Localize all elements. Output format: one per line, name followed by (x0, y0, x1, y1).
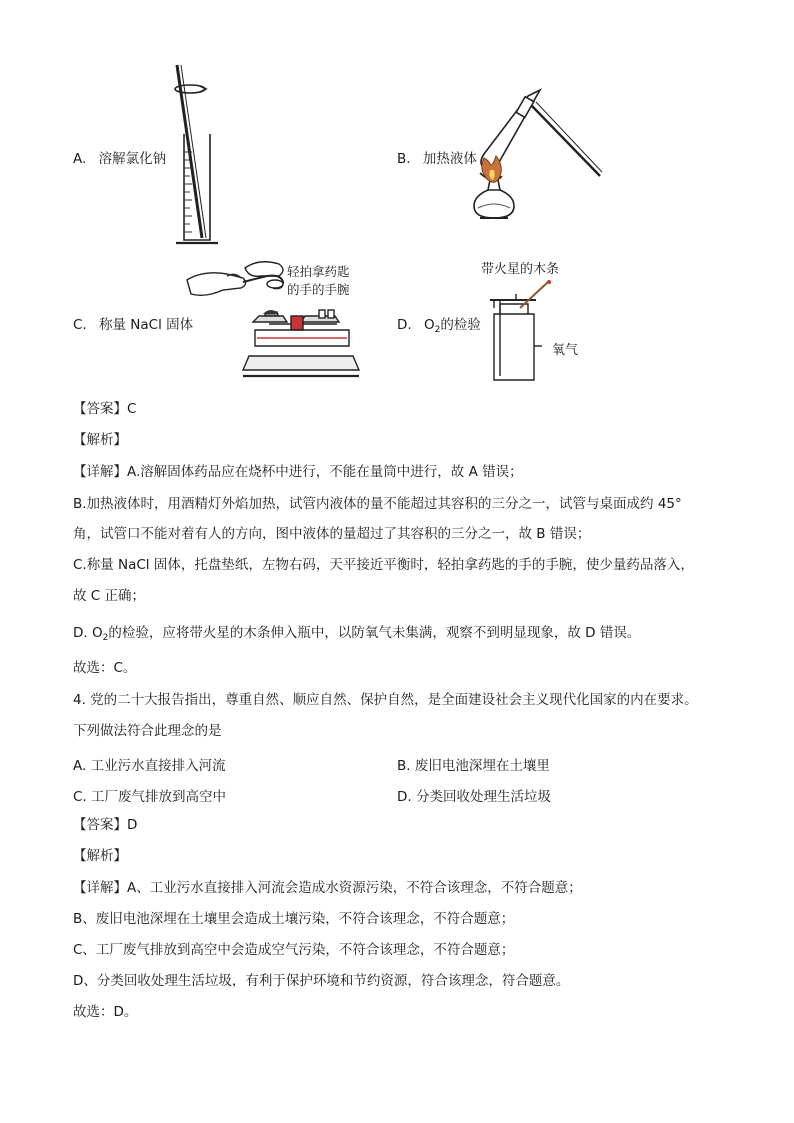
option-d-text: 的检验 (440, 317, 481, 333)
q4-option-b: B. 废旧电池深埋在土壤里 (397, 758, 550, 774)
q3-answer: 【答案】C (73, 401, 137, 417)
q3-detail-b2: 角，试管口不能对着有人的方向，图中液体的量超过了其容积的三分之一，故 B 错误； (73, 526, 591, 542)
q3-detail-d-sub: 2 (102, 633, 109, 643)
option-b-text: 加热液体 (422, 151, 477, 167)
fig-d-label-top: 带火星的木条 (481, 262, 560, 277)
q3-detail-c2: 故 C 正确； (73, 588, 146, 604)
q4-detail-a: 【详解】A、工业污水直接排入河流会造成水资源污染，不符合该理念，不符合题意； (73, 880, 582, 896)
q4-conclusion: 故选：D。 (73, 1004, 138, 1020)
option-b-letter: B. (397, 151, 411, 167)
fig-d-label-right: 氧气 (552, 343, 579, 358)
option-d-subscript: 2 (434, 325, 441, 335)
option-d-letter: D. (397, 317, 412, 333)
q4-answer: 【答案】D (73, 817, 138, 833)
option-b (397, 147, 477, 167)
q4-analysis: 【解析】 (73, 848, 127, 864)
q4-detail-d: D、分类回收处理生活垃圾，有利于保护环境和节约资源，符合该理念，符合题意。 (73, 973, 570, 989)
option-d-formula: O (423, 317, 435, 333)
figure-heat-liquid (470, 88, 605, 223)
fig-c-label-1: 轻拍拿药匙 (287, 264, 350, 279)
q3-detail-b1: B.加热液体时，用酒精灯外焰加热，试管内液体的量不能超过其容积的三分之一，试管与桌面成约 45° (73, 496, 682, 512)
q4-stem-1: 4. 党的二十大报告指出，尊重自然、顺应自然、保护自然，是全面建设社会主义现代化国家的内在要求。 (73, 692, 698, 708)
option-c-letter: C. (73, 317, 87, 333)
option-a-text: 溶解氯化钠 (98, 151, 167, 167)
fig-c-label-2: 的手的手腕 (287, 282, 350, 297)
q3-detail-d (73, 624, 640, 647)
q3-analysis: 【解析】 (73, 432, 127, 448)
q4-option-d: D. 分类回收处理生活垃圾 (397, 789, 551, 805)
q4-detail-c: C、工厂废气排放到高空中会造成空气污染，不符合该理念，不符合题意； (73, 942, 515, 958)
q3-detail-d-pre: D. O (73, 625, 103, 641)
option-c (73, 313, 193, 333)
figure-oxygen-test (486, 280, 566, 385)
q3-detail-d-post: 的检验，应将带火星的木条伸入瓶中，以防氧气未集满，观察不到明显现象，故 D 错误。 (108, 625, 641, 641)
option-a (73, 147, 166, 167)
q3-conclusion: 故选：C。 (73, 660, 137, 676)
q4-option-c: C. 工厂废气排放到高空中 (73, 789, 227, 805)
option-d (397, 313, 481, 335)
q4-detail-b: B、废旧电池深埋在土壤里会造成土壤污染，不符合该理念，不符合题意； (73, 911, 515, 927)
q4-option-a: A. 工业污水直接排入河流 (73, 758, 226, 774)
q4-stem-2: 下列做法符合此理念的是 (73, 723, 222, 739)
q3-detail-c1: C.称量 NaCl 固体，托盘垫纸，左物右码，天平接近平衡时，轻拍拿药匙的手的手腕，使少量药品落入， (73, 557, 694, 573)
figure-dissolve-in-cylinder (160, 62, 220, 247)
q3-detail-a: 【详解】A.溶解固体药品应在烧杯中进行，不能在量筒中进行，故 A 错误； (73, 464, 523, 480)
option-a-letter: A. (73, 151, 87, 167)
option-c-text: 称量 NaCl 固体 (99, 317, 194, 333)
